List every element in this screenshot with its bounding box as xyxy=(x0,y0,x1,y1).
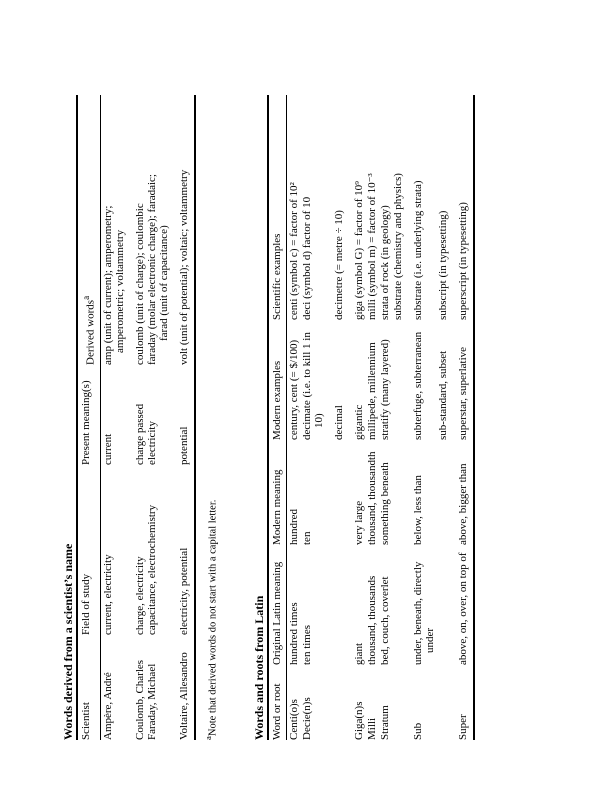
field-cell: current, electricity xyxy=(101,554,114,635)
modern-cell: very large xyxy=(353,500,365,545)
latin-cell: ten times xyxy=(301,624,313,665)
derived-words-label: Derived words xyxy=(84,299,97,365)
column-header-word: Word or root xyxy=(268,665,287,740)
table-row xyxy=(325,95,345,740)
scientist-cell xyxy=(126,635,170,740)
table-row xyxy=(449,95,474,740)
table-row xyxy=(378,95,391,740)
scientist-name: Faraday, Michael xyxy=(145,663,158,740)
modern-cell xyxy=(391,440,404,545)
derived-line: faraday (molar electronic charge); faradaic; xyxy=(145,174,158,365)
table-row xyxy=(100,95,126,740)
table-row xyxy=(126,95,170,740)
word-cell xyxy=(436,665,449,740)
scientific-cell: substrate (chemistry and physics) xyxy=(392,173,404,320)
column-header-derived-words xyxy=(77,95,100,365)
table-row xyxy=(345,95,365,740)
examples-cell xyxy=(391,320,404,440)
scientific-cell: milli (symbol m) = factor of 10⁻³ xyxy=(366,173,378,320)
table-row xyxy=(391,95,404,740)
derived-cell: volt (unit of potential); voltaic; voltammetry xyxy=(170,95,195,365)
scientist-table xyxy=(76,95,196,740)
column-header-modern-examples: Modern examples xyxy=(268,320,287,440)
latin-cell: under, beneath, directly under xyxy=(412,561,436,665)
scientific-cell: substrate (i.e. underlying strata) xyxy=(412,180,424,320)
footnote-text: Note that derived words do not start with a capital letter. xyxy=(207,499,219,737)
examples-cell: subterfuge, subterranean xyxy=(412,331,424,440)
column-header-present-meaning: Present meaning(s) xyxy=(77,365,100,465)
table-row xyxy=(404,95,436,740)
column-header-scientist: Scientist xyxy=(77,635,100,740)
column-header-latin-meaning: Original Latin meaning xyxy=(268,545,287,665)
modern-cell xyxy=(325,440,345,545)
word-cell: Giga(n)s xyxy=(353,701,365,740)
derived-line: amperometric; voltammetry xyxy=(113,229,126,353)
word-cell: Sub xyxy=(412,722,424,740)
word-cell: Stratum xyxy=(379,705,391,740)
derived-line: coulomb (unit of charge); coulombic xyxy=(133,203,146,365)
table-header-row xyxy=(77,95,100,740)
table-footnote xyxy=(202,95,220,740)
scientist-table-section xyxy=(62,95,219,740)
examples-cell: century, cent (= $/100) xyxy=(288,339,300,440)
latin-cell: bed, couch, coverlet xyxy=(379,576,391,665)
column-header-field: Field of study xyxy=(77,465,100,635)
scientist-name: Coulomb, Charles xyxy=(133,659,146,740)
scientific-cell: decimetre (= metre ÷ 10) xyxy=(333,210,345,320)
modern-cell: thousand, thousandth xyxy=(366,451,378,545)
scientific-cell: subscript (in typesetting) xyxy=(437,210,449,320)
field-cell: electricity, potential xyxy=(170,465,195,635)
table-row xyxy=(300,95,325,740)
meaning-cell: current xyxy=(101,433,114,465)
word-cell: Centi(o)s xyxy=(288,699,300,740)
scientific-cell: giga (symbol G) = factor of 10⁹ xyxy=(353,181,365,320)
latin-cell xyxy=(391,545,404,665)
scientist-cell: Ampère, André xyxy=(101,672,114,740)
footnote-marker: a xyxy=(81,295,91,300)
modern-cell: below, less than xyxy=(412,475,424,545)
modern-cell xyxy=(436,440,449,545)
modern-cell: hundred xyxy=(288,508,300,545)
footnote-marker: a xyxy=(202,736,213,740)
derived-cell xyxy=(126,95,170,365)
field-text: capacitance, electrochemistry xyxy=(145,504,158,635)
word-cell xyxy=(325,665,345,740)
derived-line: farad (unit of capacitance) xyxy=(157,225,170,341)
word-cell: Super xyxy=(449,665,474,740)
table-row xyxy=(287,95,301,740)
examples-cell: sub-standard, subset xyxy=(437,350,449,440)
meaning-cell xyxy=(126,365,170,465)
column-header-modern-meaning: Modern meaning xyxy=(268,440,287,545)
meaning-text: charge passed xyxy=(133,403,146,465)
examples-cell: decimate (i.e. to kill 1 in 10) xyxy=(301,332,325,440)
latin-cell: hundred times xyxy=(288,602,300,665)
latin-table xyxy=(267,95,475,740)
meaning-text: electricity xyxy=(145,421,158,465)
examples-cell: superstar, superlative xyxy=(449,320,474,440)
examples-cell: gigantic xyxy=(353,404,365,440)
field-cell xyxy=(126,465,170,635)
examples-cell: stratify (many layered) xyxy=(379,339,391,440)
latin-cell xyxy=(325,545,345,665)
scientific-cell: centi (symbol c) = factor of 10² xyxy=(288,182,300,320)
table-row xyxy=(365,95,378,740)
latin-table-body xyxy=(287,95,475,740)
table-header-row xyxy=(268,95,287,740)
scientist-cell: Voltaire, Allesandro xyxy=(170,635,195,740)
scientific-cell: strata of rock (in geology) xyxy=(379,205,391,320)
table-row xyxy=(436,95,449,740)
examples-cell: decimal xyxy=(333,405,345,440)
latin-cell: above, on, over, on top of xyxy=(449,545,474,665)
word-cell xyxy=(391,665,404,740)
modern-cell: ten xyxy=(301,531,313,545)
derived-line: amp (unit of current); amperometry; xyxy=(101,205,114,365)
table-row xyxy=(170,95,195,740)
column-header-scientific-examples: Scientific examples xyxy=(268,95,287,320)
latin-table-title: Words and roots from Latin xyxy=(252,595,266,740)
modern-cell: something beneath xyxy=(379,462,391,545)
modern-cell: above, bigger than xyxy=(449,440,474,545)
scientific-cell: deci (symbol d) factor of 10 xyxy=(301,196,313,320)
scientist-table-title: Words derived from a scientist’s name xyxy=(61,543,75,740)
scientific-cell: superscript (in typesetting) xyxy=(449,95,474,320)
derived-cell xyxy=(100,95,126,365)
latin-table-section xyxy=(253,95,475,740)
meaning-cell: potential xyxy=(170,365,195,465)
examples-cell: millipede, millennium xyxy=(366,342,378,440)
latin-cell xyxy=(436,545,449,665)
latin-cell: giant xyxy=(353,643,365,665)
word-cell: Decie(n)s xyxy=(301,697,313,740)
latin-cell: thousand, thousands xyxy=(366,575,378,665)
word-cell: Milli xyxy=(366,717,378,740)
field-text: charge, electricity xyxy=(133,556,146,635)
